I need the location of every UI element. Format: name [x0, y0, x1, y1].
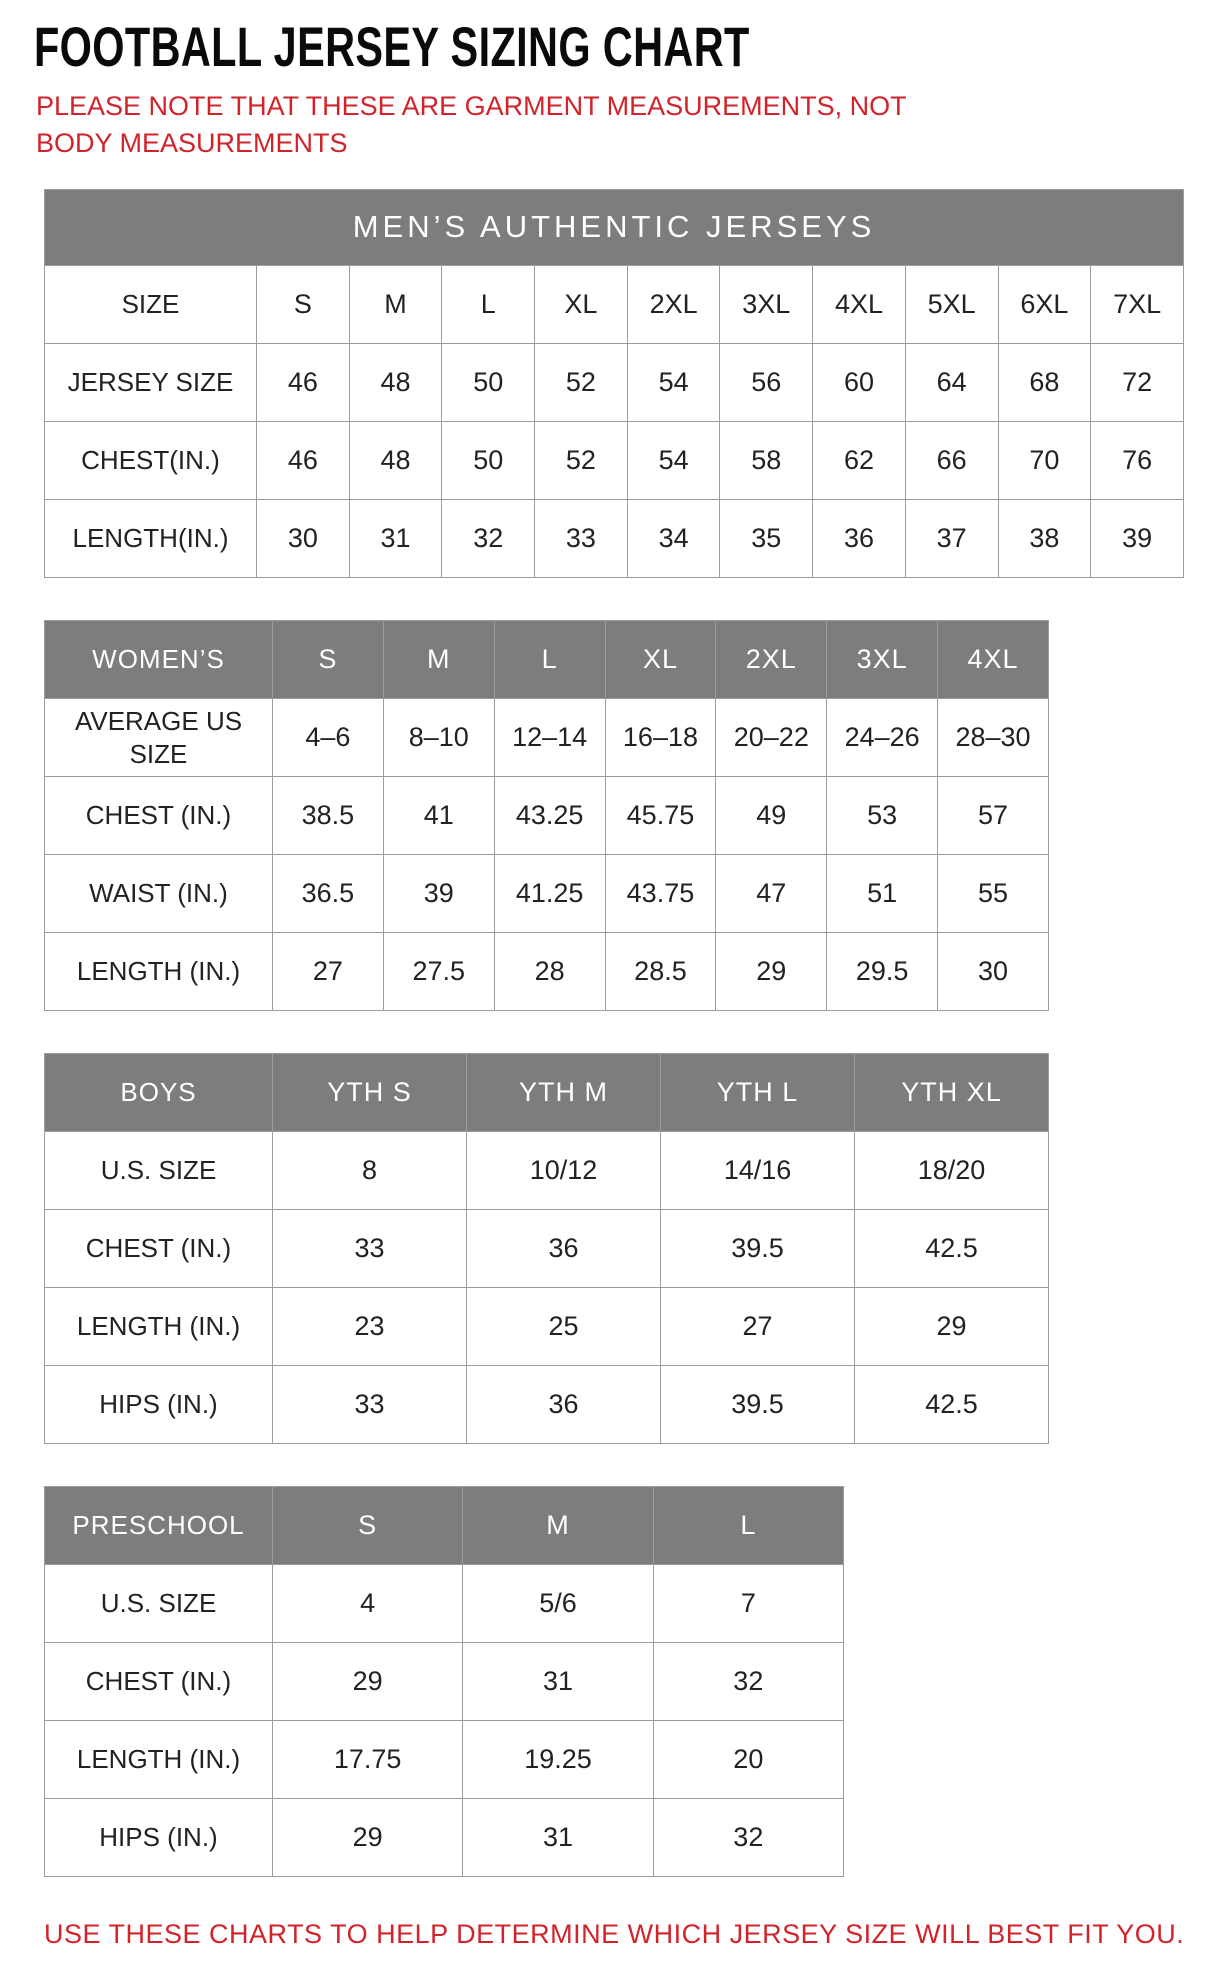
table-cell: 7: [653, 1565, 843, 1643]
column-header: 2XL: [627, 266, 720, 344]
table-cell: 28: [494, 933, 605, 1011]
column-header: 7XL: [1091, 266, 1184, 344]
table-row: [45, 699, 1049, 777]
table-cell: 46: [257, 344, 350, 422]
column-header: 6XL: [998, 266, 1091, 344]
table-cell: 62: [813, 422, 906, 500]
footer-advice-note: USE THESE CHARTS TO HELP DETERMINE WHICH JERSEY SIZE WILL BEST FIT YOU.: [44, 1919, 1185, 1950]
table-cell: 41.25: [494, 855, 605, 933]
row-label: LENGTH (IN.): [45, 1288, 273, 1366]
table-cell: 49: [716, 777, 827, 855]
column-header: YTH M: [467, 1054, 661, 1132]
row-label: CHEST (IN.): [45, 777, 273, 855]
table-cell: 30: [938, 933, 1049, 1011]
table-cell: 8–10: [383, 699, 494, 777]
table-row: [45, 500, 1184, 578]
table-cell: 39: [383, 855, 494, 933]
column-header: M: [349, 266, 442, 344]
table-cell: 32: [442, 500, 535, 578]
table-cell: 29: [273, 1799, 463, 1877]
row-label: JERSEY SIZE: [45, 344, 257, 422]
table-row: [45, 1721, 844, 1799]
row-label: LENGTH (IN.): [45, 933, 273, 1011]
table-cell: 20–22: [716, 699, 827, 777]
table-row: [45, 1288, 1049, 1366]
table-cell: 31: [349, 500, 442, 578]
table-cell: 36: [467, 1366, 661, 1444]
table-cell: 8: [273, 1132, 467, 1210]
table-row: [45, 1210, 1049, 1288]
table-cell: 57: [938, 777, 1049, 855]
table-cell: 25: [467, 1288, 661, 1366]
column-header: 4XL: [938, 621, 1049, 699]
table-cell: 17.75: [273, 1721, 463, 1799]
table-cell: 30: [257, 500, 350, 578]
womens-sizing-table: [44, 620, 1049, 1011]
table-cell: 43.25: [494, 777, 605, 855]
table-cell: 42.5: [855, 1210, 1049, 1288]
column-header: 4XL: [813, 266, 906, 344]
row-label: WAIST (IN.): [45, 855, 273, 933]
mens-banner: MEN’S AUTHENTIC JERSEYS: [45, 190, 1184, 266]
page-title: FOOTBALL JERSEY SIZING CHART: [34, 15, 750, 78]
column-header: 3XL: [720, 266, 813, 344]
mens-banner-row: [45, 190, 1184, 266]
table-cell: 24–26: [827, 699, 938, 777]
table-cell: 56: [720, 344, 813, 422]
womens-header-row: [45, 621, 1049, 699]
boys-header-label: BOYS: [45, 1054, 273, 1132]
table-cell: 28.5: [605, 933, 716, 1011]
table-cell: 18/20: [855, 1132, 1049, 1210]
table-row: [45, 422, 1184, 500]
boys-header-row: [45, 1054, 1049, 1132]
table-cell: 60: [813, 344, 906, 422]
column-header: M: [463, 1487, 653, 1565]
table-cell: 51: [827, 855, 938, 933]
table-cell: 31: [463, 1799, 653, 1877]
table-cell: 29: [273, 1643, 463, 1721]
column-header: M: [383, 621, 494, 699]
preschool-header-row: [45, 1487, 844, 1565]
column-header: 3XL: [827, 621, 938, 699]
table-cell: 33: [273, 1210, 467, 1288]
row-label: AVERAGE US SIZE: [45, 699, 273, 777]
preschool-header-label: PRESCHOOL: [45, 1487, 273, 1565]
table-cell: 55: [938, 855, 1049, 933]
table-cell: 39.5: [661, 1366, 855, 1444]
table-cell: 76: [1091, 422, 1184, 500]
table-row: [45, 1366, 1049, 1444]
table-cell: 42.5: [855, 1366, 1049, 1444]
row-label: HIPS (IN.): [45, 1799, 273, 1877]
table-cell: 50: [442, 422, 535, 500]
row-label: LENGTH (IN.): [45, 1721, 273, 1799]
table-row: [45, 777, 1049, 855]
table-cell: 48: [349, 344, 442, 422]
row-label: CHEST (IN.): [45, 1210, 273, 1288]
garment-measurements-note: PLEASE NOTE THAT THESE ARE GARMENT MEASUREMENTS, NOT BODY MEASUREMENTS: [36, 90, 907, 159]
row-label: CHEST(IN.): [45, 422, 257, 500]
row-label: U.S. SIZE: [45, 1132, 273, 1210]
boys-sizing-table: [44, 1053, 1049, 1444]
column-header: XL: [535, 266, 628, 344]
column-header: YTH XL: [855, 1054, 1049, 1132]
mens-header-row: [45, 266, 1184, 344]
table-cell: 32: [653, 1643, 843, 1721]
table-cell: 38.5: [273, 777, 384, 855]
table-cell: 41: [383, 777, 494, 855]
column-header: 2XL: [716, 621, 827, 699]
table-row: [45, 855, 1049, 933]
table-cell: 68: [998, 344, 1091, 422]
table-cell: 54: [627, 422, 720, 500]
table-cell: 48: [349, 422, 442, 500]
preschool-sizing-table: [44, 1486, 844, 1877]
table-cell: 27: [661, 1288, 855, 1366]
table-cell: 14/16: [661, 1132, 855, 1210]
table-cell: 5/6: [463, 1565, 653, 1643]
table-cell: 27: [273, 933, 384, 1011]
table-cell: 52: [535, 344, 628, 422]
table-cell: 52: [535, 422, 628, 500]
table-cell: 10/12: [467, 1132, 661, 1210]
womens-header-label: WOMEN’S: [45, 621, 273, 699]
table-cell: 36.5: [273, 855, 384, 933]
table-cell: 20: [653, 1721, 843, 1799]
table-cell: 34: [627, 500, 720, 578]
row-label: LENGTH(IN.): [45, 500, 257, 578]
column-header: 5XL: [905, 266, 998, 344]
table-cell: 31: [463, 1643, 653, 1721]
table-cell: 37: [905, 500, 998, 578]
table-cell: 19.25: [463, 1721, 653, 1799]
column-header: YTH S: [273, 1054, 467, 1132]
column-header: L: [494, 621, 605, 699]
table-cell: 33: [273, 1366, 467, 1444]
table-row: [45, 1643, 844, 1721]
table-row: [45, 1565, 844, 1643]
table-cell: 29.5: [827, 933, 938, 1011]
table-cell: 23: [273, 1288, 467, 1366]
table-cell: 50: [442, 344, 535, 422]
table-cell: 54: [627, 344, 720, 422]
table-row: [45, 1132, 1049, 1210]
table-cell: 29: [716, 933, 827, 1011]
table-cell: 53: [827, 777, 938, 855]
table-cell: 36: [813, 500, 906, 578]
row-label: HIPS (IN.): [45, 1366, 273, 1444]
column-header: S: [257, 266, 350, 344]
table-cell: 47: [716, 855, 827, 933]
table-cell: 4–6: [273, 699, 384, 777]
table-cell: 39: [1091, 500, 1184, 578]
table-row: [45, 344, 1184, 422]
table-cell: 32: [653, 1799, 843, 1877]
column-header: S: [273, 621, 384, 699]
table-cell: 16–18: [605, 699, 716, 777]
table-cell: 43.75: [605, 855, 716, 933]
table-cell: 58: [720, 422, 813, 500]
table-cell: 45.75: [605, 777, 716, 855]
table-cell: 27.5: [383, 933, 494, 1011]
table-row: [45, 1799, 844, 1877]
table-cell: 70: [998, 422, 1091, 500]
column-header: YTH L: [661, 1054, 855, 1132]
table-cell: 4: [273, 1565, 463, 1643]
table-cell: 36: [467, 1210, 661, 1288]
column-header: XL: [605, 621, 716, 699]
mens-header-label: SIZE: [45, 266, 257, 344]
column-header: L: [653, 1487, 843, 1565]
table-cell: 29: [855, 1288, 1049, 1366]
table-cell: 33: [535, 500, 628, 578]
table-row: [45, 933, 1049, 1011]
row-label: U.S. SIZE: [45, 1565, 273, 1643]
table-cell: 35: [720, 500, 813, 578]
table-cell: 28–30: [938, 699, 1049, 777]
table-cell: 38: [998, 500, 1091, 578]
table-cell: 12–14: [494, 699, 605, 777]
row-label: CHEST (IN.): [45, 1643, 273, 1721]
table-cell: 39.5: [661, 1210, 855, 1288]
table-cell: 72: [1091, 344, 1184, 422]
column-header: L: [442, 266, 535, 344]
mens-authentic-jerseys-table: [44, 189, 1184, 578]
table-cell: 46: [257, 422, 350, 500]
table-cell: 64: [905, 344, 998, 422]
column-header: S: [273, 1487, 463, 1565]
table-cell: 66: [905, 422, 998, 500]
